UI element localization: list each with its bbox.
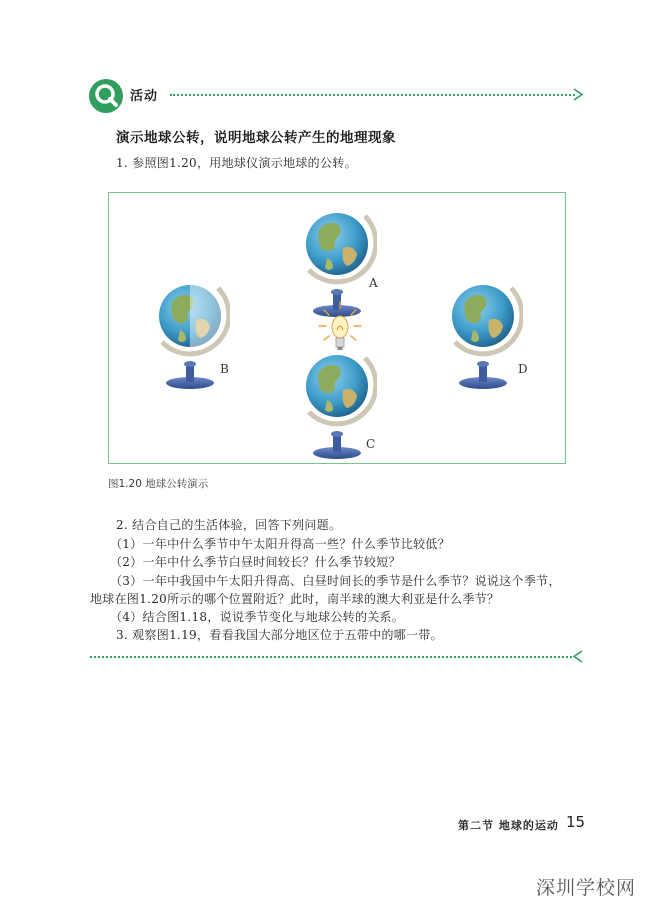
question-2-3-line1: （3）一年中我国中午太阳升得高、白昼时间长的季节是什么季节？说说这个季节， — [110, 574, 561, 588]
globe-d — [443, 270, 523, 390]
question-2: 2. 结合自己的生活体验，回答下列问题。 — [116, 518, 342, 532]
question-2-4: （4）结合图1.18，说说季节变化与地球公转的关系。 — [110, 610, 405, 624]
question-2-2: （2）一年中什么季节白昼时间较长？什么季节较短？ — [110, 555, 401, 569]
question-2-1: （1）一年中什么季节中午太阳升得高一些？什么季节比较低？ — [110, 537, 451, 551]
question-3: 3. 观察图1.19，看看我国大部分地区位于五带中的哪一带。 — [116, 628, 443, 642]
figure-caption: 图1.20 地球公转演示 — [108, 478, 209, 490]
arrow-left-icon — [572, 650, 584, 663]
activity-label: 活动 — [130, 89, 159, 104]
arrow-right-icon — [572, 88, 584, 101]
header-divider — [170, 94, 575, 96]
label-c: C — [366, 437, 376, 451]
page-number: 15 — [566, 813, 586, 831]
globe-c — [297, 340, 377, 460]
label-b: B — [220, 362, 229, 376]
activity-magnifier-icon — [88, 78, 124, 114]
watermark: 深圳学校网 — [536, 877, 637, 899]
globe-b — [150, 270, 230, 390]
step-1-text: 1. 参照图1.20，用地球仪演示地球的公转。 — [116, 156, 357, 170]
activity-title: 演示地球公转，说明地球公转产生的地理现象 — [116, 130, 396, 146]
section-title: 第二节 地球的运动 — [458, 819, 559, 832]
label-d: D — [518, 362, 528, 376]
question-2-3-line2: 地球在图1.20所示的哪个位置附近？此时，南半球的澳大利亚是什么季节？ — [90, 592, 500, 606]
footer-divider — [90, 656, 572, 658]
label-a: A — [369, 276, 378, 290]
